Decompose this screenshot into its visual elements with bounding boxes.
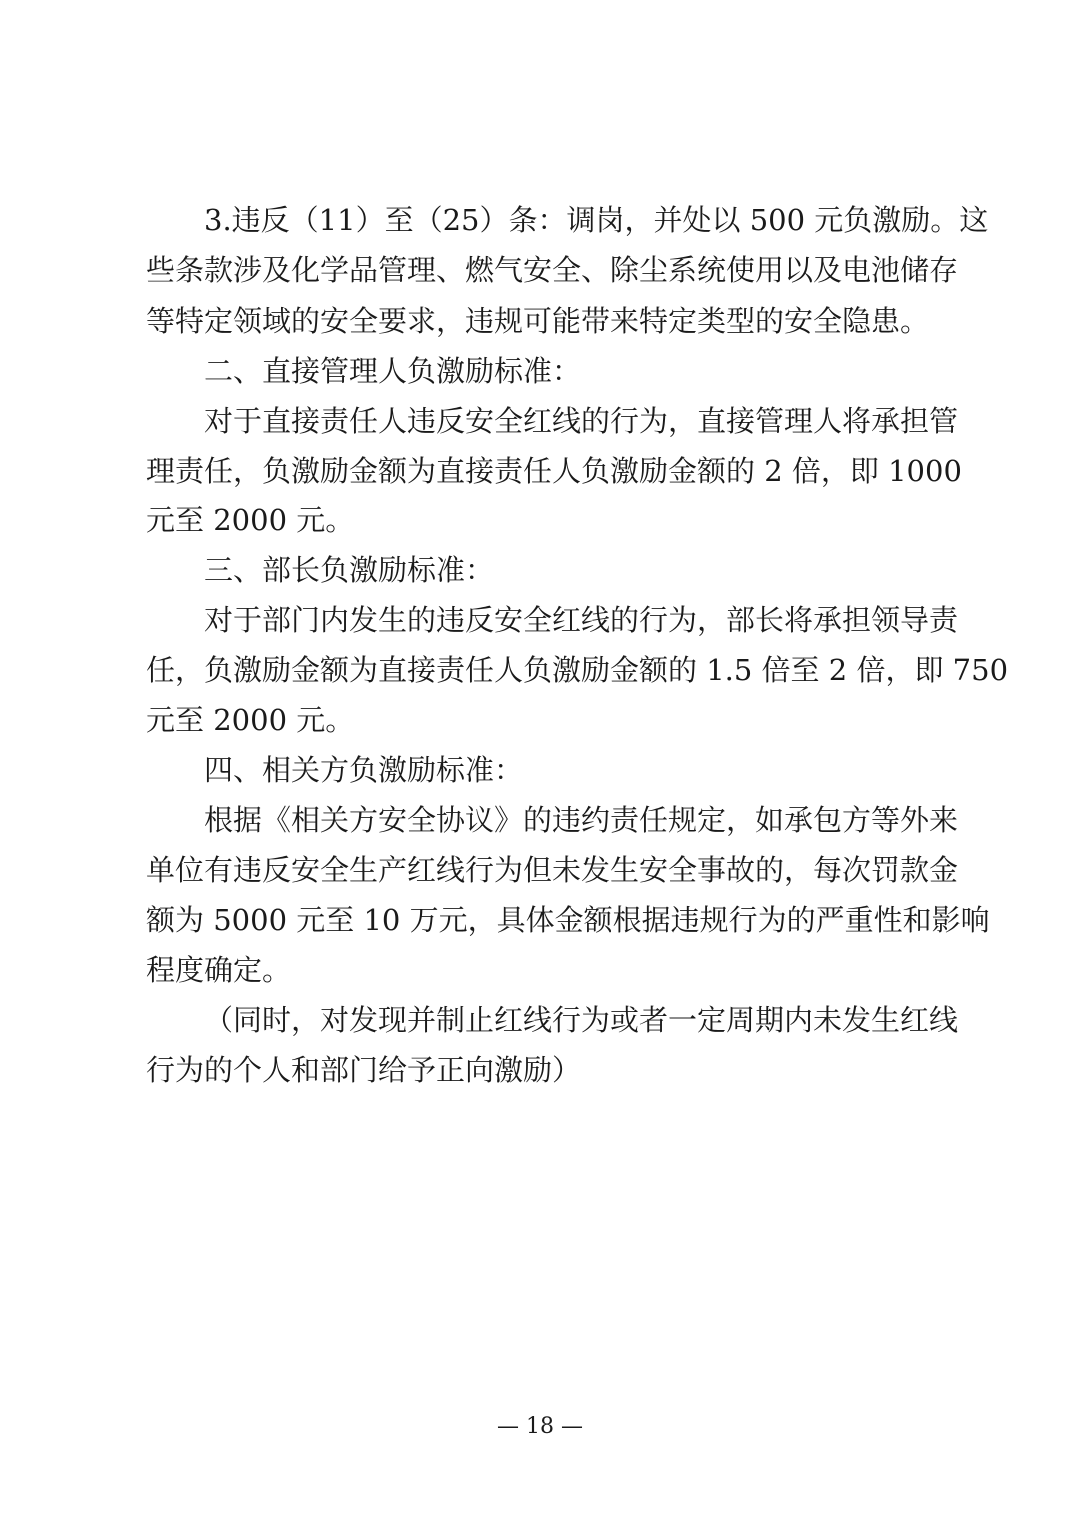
section-heading: 二、直接管理人负激励标准： (204, 354, 582, 388)
paragraph-line: 程度确定。 (146, 953, 292, 987)
paragraph-line: 对于直接责任人违反安全红线的行为，直接管理人将承担管 (204, 404, 959, 438)
paragraph-line: 理责任，负激励金额为直接责任人负激励金额的 2 倍，即 1000 (146, 454, 962, 488)
paragraph-line: 元至 2000 元。 (146, 503, 355, 537)
paragraph-line: 额为 5000 元至 10 万元，具体金额根据违规行为的严重性和影响 (146, 903, 990, 937)
paragraph-line: 任，负激励金额为直接责任人负激励金额的 1.5 倍至 2 倍，即 750 (146, 653, 1009, 687)
paragraph-line: 根据《相关方安全协议》的违约责任规定，如承包方等外来 (204, 803, 959, 837)
note-line: 行为的个人和部门给予正向激励） (146, 1053, 582, 1087)
paragraph-line: 对于部门内发生的违反安全红线的行为，部长将承担领导责 (204, 603, 959, 637)
note-line: （同时，对发现并制止红线行为或者一定周期内未发生红线 (204, 1003, 959, 1037)
paragraph-line: 些条款涉及化学品管理、燃气安全、除尘系统使用以及电池储存 (146, 253, 959, 287)
paragraph-line: 等特定领域的安全要求，违规可能带来特定类型的安全隐患。 (146, 304, 930, 338)
paragraph-line: 单位有违反安全生产红线行为但未发生安全事故的，每次罚款金 (146, 853, 959, 887)
paragraph-line: 元至 2000 元。 (146, 703, 355, 737)
section-heading: 四、相关方负激励标准： (204, 753, 524, 787)
paragraph-line: 3.违反（11）至（25）条：调岗，并处以 500 元负激励。这 (204, 203, 989, 237)
page-number: — 18 — (497, 1414, 583, 1439)
section-heading: 三、部长负激励标准： (204, 553, 495, 587)
